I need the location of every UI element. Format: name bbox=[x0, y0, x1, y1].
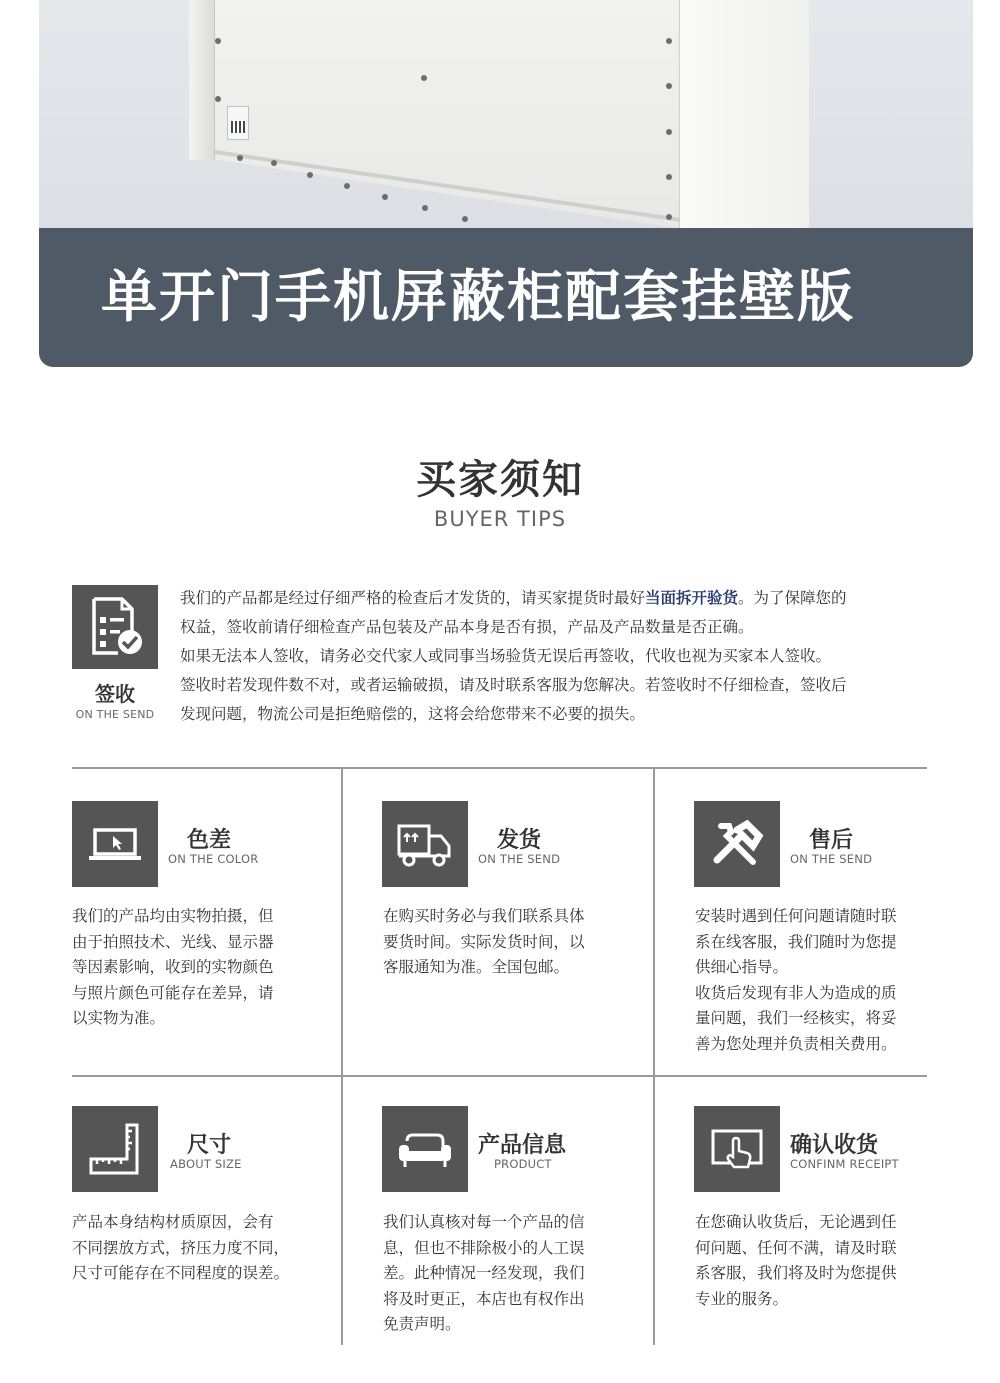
product-photo bbox=[39, 0, 973, 228]
highlight-text: 当面拆开验货 bbox=[645, 589, 739, 607]
cell-body: 安装时遇到任何问题请随时联 系在线客服，我们随时为您提 供细心指导。 收货后发现有非人为造成的质 量问题，我们一经核实，将妥 善为您处理并负责相关费用。 bbox=[695, 907, 897, 1053]
sign-line: 权益，签收前请仔细检查产品包装及产品本身是否有损，产品及产品数量是否正确。 bbox=[180, 618, 754, 636]
sofa-icon bbox=[382, 1106, 468, 1192]
laptop-cursor-icon bbox=[72, 801, 158, 887]
cell-body: 我们的产品均由实物拍摄，但 由于拍照技术、光线、显示器 等因素影响，收到的实物颜色 与照片颜色可能存在差异，请 以实物为准。 bbox=[72, 907, 274, 1027]
cell-title: 色差 bbox=[187, 828, 232, 853]
cell-title: 产品信息 bbox=[478, 1133, 567, 1158]
grid-divider bbox=[653, 767, 655, 1345]
section-title: 买家须知 bbox=[416, 457, 584, 503]
cell-title-en: CONFINM RECEIPT bbox=[790, 1157, 899, 1171]
cell-body: 我们认真核对每一个产品的信 息，但也不排除极小的人工误 差。此种情况一经发现，我们 将及时更正，本店也有权作出 免责声明。 bbox=[383, 1213, 585, 1333]
document-check-icon bbox=[72, 585, 158, 669]
cell-title: 尺寸 bbox=[187, 1133, 232, 1158]
cell-title-en: ABOUT SIZE bbox=[170, 1157, 242, 1171]
cell-title: 发货 bbox=[497, 828, 542, 853]
section-subtitle: BUYER TIPS bbox=[433, 507, 567, 531]
product-banner bbox=[39, 0, 973, 367]
banner-title-band bbox=[39, 228, 973, 367]
cell-title-en: ON THE COLOR bbox=[168, 852, 259, 866]
cell-title: 售后 bbox=[809, 828, 854, 853]
grid-divider bbox=[72, 767, 927, 769]
cell-title-en: ON THE SEND bbox=[790, 852, 873, 866]
cell-title-en: ON THE SEND bbox=[478, 852, 561, 866]
cell-body: 在您确认收货后，无论遇到任 何问题、任何不满，请及时联 系客服，我们将及时为您提供 专业的服务。 bbox=[695, 1213, 897, 1308]
hand-touch-screen-icon bbox=[694, 1106, 780, 1192]
cell-body: 在购买时务必与我们联系具体 要货时间。实际发货时间，以 客服通知为准。全国包邮。 bbox=[383, 907, 585, 976]
ruler-icon bbox=[72, 1106, 158, 1192]
sign-line: 我们的产品都是经过仔细严格的检查后才发货的，请买家提货时最好当面拆开验货。为了保障您的 bbox=[180, 589, 847, 607]
sign-notice-text bbox=[180, 584, 940, 729]
cell-body: 产品本身结构材质原因，会有 不同摆放方式，挤压力度不同， 尺寸可能存在不同程度的误差。 bbox=[72, 1213, 290, 1282]
sign-line: 如果无法本人签收，请务必交代家人或同事当场验货无误后再签收，代收也视为买家本人签收。 bbox=[180, 647, 832, 665]
delivery-truck-icon bbox=[382, 801, 468, 887]
sign-line: 签收时若发现件数不对，或者运输破损，请及时联系客服为您解决。若签收时不仔细检查，签收后 bbox=[180, 676, 847, 694]
sign-label: 签收 bbox=[95, 682, 135, 706]
cabinet-label-sticker bbox=[227, 106, 249, 140]
sign-line: 发现问题，物流公司是拒绝赔偿的，这将会给您带来不必要的损失。 bbox=[180, 705, 646, 723]
banner-title: 单开门手机屏蔽柜配套挂壁版 bbox=[101, 265, 855, 330]
grid-divider bbox=[341, 767, 343, 1345]
cell-title-en: PRODUCT bbox=[494, 1157, 552, 1171]
sign-label-en: ON THE SEND bbox=[75, 708, 155, 721]
grid-divider bbox=[72, 1075, 927, 1077]
cell-title: 确认收货 bbox=[790, 1133, 879, 1158]
tools-icon bbox=[694, 801, 780, 887]
